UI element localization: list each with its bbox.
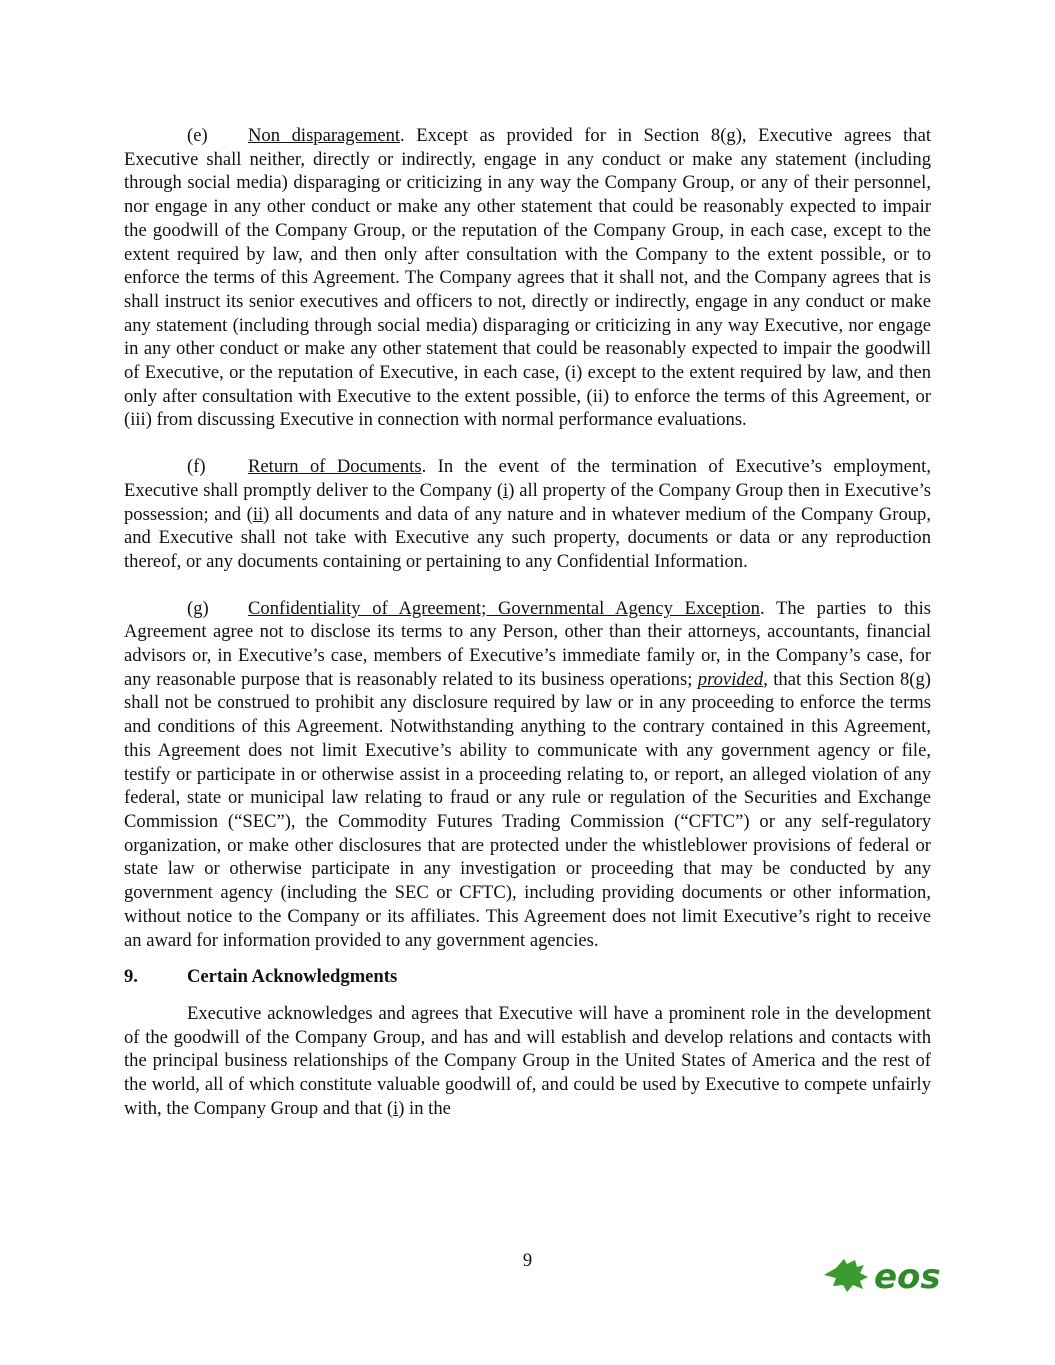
section-body: . The parties to this Agreement agree not to disclose its terms to any Person, other than their attorneys, accountants, financial advisors or, in Executive’s case, members of Executive’s immediate family or, in the Company’s case, for any reasonable purpose that is reasonably related to its business operations; <box>124 597 931 690</box>
document-page <box>124 124 931 1120</box>
provided-term: provided <box>697 668 764 690</box>
section-body: ) all documents and data of any nature and in whatever medium of the Company Group, and Executive shall not take with Executive any such property, documents or data or any reproduction thereof, or any documents containing or pertaining to any Confidential Information. <box>124 503 931 572</box>
section-title: Return of Documents <box>248 456 422 478</box>
section-number: 9. <box>124 966 138 988</box>
section-body: ) in the <box>398 1097 451 1119</box>
section-title: Confidentiality of Agreement; Governmental Agency Exception <box>248 597 760 619</box>
eos-leaf-icon <box>824 1259 868 1292</box>
section-label: (f) <box>187 456 206 478</box>
paragraph-section-e <box>124 124 931 432</box>
item-marker: i <box>503 479 509 501</box>
section-body: Executive acknowledges and agrees that Executive will have a prominent role in the development of the goodwill of the Company Group, and has and will establish and develop relations and contacts with the principal business relationships of the Company Group in the United States of America and the rest of the world, all of which constitute valuable goodwill of, and could be used by Executive to compete unfairly with, the Company Group and that ( <box>124 1002 931 1119</box>
paragraph-section-g <box>124 597 931 953</box>
section-heading-title: Certain Acknowledgments <box>187 966 398 988</box>
section-body: . Except as provided for in Section 8(g), Executive agrees that Executive shall neither, directly or indirectly, engage in any conduct or make any statement (including through social media) disparaging or criticizing in any way the Company Group, or any of their personnel, nor engage in any other conduct or make any other statement that could be reasonably expected to impair the goodwill of the Company Group, or the reputation of the Company Group, in each case, except to the extent required by law, and then only after consultation with the Company to the extent possible, or to enforce the terms of this Agreement. The Company agrees that it shall not, and the Company agrees that is shall instruct its senior executives and officers to not, directly or indirectly, engage in any conduct or make any statement (including through social media) disparaging or criticizing in any way Executive, nor engage in any other conduct or make any other statement that could be reasonably expected to impair the goodwill of Executive, or the reputation of Executive, in each case, (i) except to the extent required by law, and then only after consultation with Executive to the extent possible, (ii) to enforce the terms of this Agreement, or (iii) from discussing Executive in connection with normal performance evaluations. <box>124 125 931 431</box>
section-body: ) all property of the Company Group then in Executive’s possession; and ( <box>124 479 932 525</box>
section-body: , that this Section 8(g) shall not be construed to prohibit any disclosure required by law or in any proceeding to enforce the terms and conditions of this Agreement. Notwithstanding anything to the contrary contained in this Agreement, this Agreement does not limit Executive’s ability to communicate with any government agency or file, testify or participate in or otherwise assist in a proceeding relating to, or report, an alleged violation of any federal, state or municipal law relating to fraud or any rule or regulation of the Securities and Exchange Commission (“SEC”), the Commodity Futures Trading Commission (“CFTC”) or any self-regulatory organization, or make other disclosures that are protected under the whistleblower provisions of federal or state law or otherwise participate in any investigation or proceeding that may be conducted by any government agency (including the SEC or CFTC), including providing documents or other information, without notice to the Company or its affiliates. This Agreement does not limit Executive’s right to receive an award for information provided to any government agencies. <box>124 668 931 951</box>
eos-logo-text: eos <box>874 1257 941 1295</box>
paragraph-section-f <box>124 455 931 574</box>
section-title: Non disparagement <box>248 125 401 146</box>
page-number: 9 <box>522 1250 533 1271</box>
item-marker: i <box>393 1097 399 1119</box>
paragraph-section-9 <box>124 1002 931 1121</box>
eos-logo-mark-icon <box>822 1255 958 1295</box>
section-body: . In the event of the termination of Executive’s employment, Executive shall promptly deliver to the Company ( <box>124 456 931 501</box>
section-label: (e) <box>187 125 208 146</box>
section-label: (g) <box>187 597 209 619</box>
section-9-heading <box>124 965 931 989</box>
item-marker: ii <box>252 503 264 525</box>
eos-logo <box>822 1255 958 1295</box>
